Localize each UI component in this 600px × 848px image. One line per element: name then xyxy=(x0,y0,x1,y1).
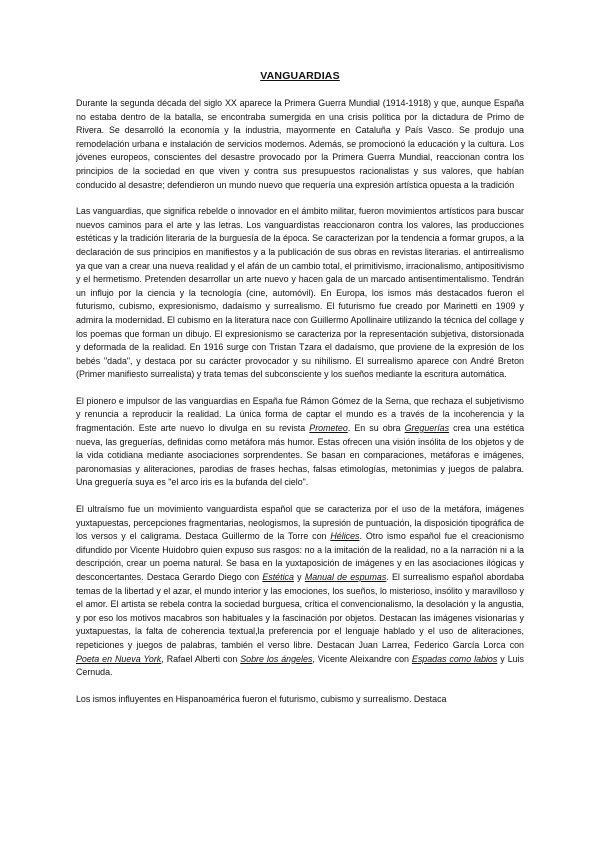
work-title-manual-de-espumas: Manual de espumas xyxy=(304,572,387,582)
text-run: , Rafael Alberti con xyxy=(161,653,241,664)
document-title: VANGUARDIAS xyxy=(260,70,340,82)
work-title-poeta-en-nueva-york: Poeta en Nueva York xyxy=(76,653,162,664)
text-run: crea una estética nueva, las greguerías, definidas como metáfora más humor. Estas ofrecen una visión insólita de los objetos y de la vida cotidiana mediante asociaciones sorprendentes. Se basan en comparaciones, metáforas e imágenes, paronomasias y aliteraciones, parodias de frases hechas, falsas etimologías, metonimias y juegos de palabra. Una greguería suya es "el arco iris es la bufanda del cielo". xyxy=(76,423,525,488)
text-run: . En su obra xyxy=(347,423,405,434)
text-run: y xyxy=(293,572,305,582)
work-title-espadas-como-labios: Espadas como labios xyxy=(411,653,498,664)
text-run: El pionero e impulsor de las vanguardias en España fue Rámon Gómez de la Serna, que rechaza el subjetivismo y renuncia a reproducir la realidad. La única forma de captar el mundo es a través de la incoherencia y la fragmentación. Este arte nuevo lo divulga en su revista xyxy=(76,395,524,434)
work-title-greguerias: Greguerías xyxy=(404,423,450,434)
text-run: . El surrealismo español abordaba temas de la libertad y el azar, el mundo interior y las emociones, los sueños, lo misterioso, insólito y maravilloso y el amor. El artista se rebela contra la sociedad burguesa, crítica el convencionalismo, la desolación y la angustia, y por eso los motivos macabros son habituales y la fascinación por objetos. Destacan las imágenes visionarias y yuxtapuestas, la falta de coherencia textual,la preferencia por el lenguaje hablado y el uso de aliteraciones, repeticiones y juegos de palabras, también el verso libre. Destacan Juan Larrea, Federico García Lorca con xyxy=(76,572,524,650)
work-title-prometeo: Prometeo xyxy=(309,423,348,434)
work-title-sobre-los-angeles: Sobre los ángeles xyxy=(240,653,313,664)
work-title-helices: Hélices xyxy=(330,531,360,542)
paragraph-vanguardias: Las vanguardias, que significa rebelde o innovador en el ámbito militar, fueron movimientos artísticos para buscar nuevos caminos para el arte y las letras. Los vanguardistas reaccionaron contra los valores, las producciones estéticas y la tradición literaria de la burguesía de la época. Se caracterizan por la tendencia a formar grupos, a la declaración de sus principios en manifiestos y a la publicación de sus obras en revistas literarias. el antirrealismo ya que van a crear una nueva realidad y el afán de un cambio total, el primitivismo, irracionalismo, antipositivismo y el hermetismo. Pretenden desarrollar un arte nuevo y hacen gala de un marcado antisentimentalismo. Tendrán un influjo por la ciencia y la tecnología (cine, automóvil). En Europa, los ismos más destacados fueron el futurismo, cubismo, expresionismo, dadaísmo y surrealismo. El futurismo fue creado por Marinetti en 1909 y admira la modernidad. El cubismo en la literatura nace con Guillermo Apollinaire utilizando la técnica del collage y los poemas que forman un dibujo. El expresionismo se caracteriza por la representación subjetiva, distorsionada y deformada de la realidad. En 1916 surge con Tristan Tzara el dadaísmo, que proviene de la expresión de los bebés "dada", y destaca por su carácter provocador y su nihilismo. El surrealismo aparece con André Breton (Primer manifiesto surrealista) y trata temas del subconsciente y los sueños mediante la escritura automática. xyxy=(76,206,524,380)
paragraph-context: Durante la segunda década del siglo XX aparece la Primera Guerra Mundial (1914-1918) y que, aunque España no estaba dentro de la batalla, se encontraba sumergida en una crisis política por la dictadura de Primo de Rivera. Se desarrolló la economía y la industria, mayormente en Cataluña y País Vasco. Se produjo una remodelación urbana e instalación de servicios modernos. Además, se promocionó la educación y la cultura. Los jóvenes europeos, conscientes del desastre provocado por la Primera Guerra Mundial, reaccionan contra los principios de la sociedad en que viven y contra sus presupuestos racionalistas y sus valores, que habían conducido al desastre; defendieron un mundo nuevo que requería una expresión artística opuesta a la tradición xyxy=(76,98,524,190)
work-title-estetica: Estética xyxy=(262,572,294,582)
paragraph-ultraismo xyxy=(76,503,524,680)
paragraph-hispanoamerica: Los ismos influyentes en Hispanoamérica fueron el futurismo, cubismo y surrealismo. Destaca xyxy=(76,693,447,704)
text-run: , Vicente Aleixandre con xyxy=(312,653,412,664)
text-run: El ultraísmo fue un movimiento vanguardista español que se caracteriza por el uso de la metáfora, imágenes yuxtapuestas, percepciones fragmentarias, neologismos, la supresión de puntuación, la disposición tipográfica de los versos y el caligrama. Destaca Guillermo de la Torre con xyxy=(76,504,524,542)
paragraph-ramon-gomez xyxy=(76,395,524,490)
text-run: . Otro ismo español fue el creacionismo difundido por Vicente Huidobro quien expuso sus rasgos: no a la imitación de la realidad, no a la narración ni a la descripción, crear un poema natural. Se basa en la yuxtaposición de imágenes y en las asociaciones ilógicas y desconcertantes. Destaca Gerardo Diego con xyxy=(76,531,524,582)
text-run: y Luis Cernuda. xyxy=(76,653,524,678)
